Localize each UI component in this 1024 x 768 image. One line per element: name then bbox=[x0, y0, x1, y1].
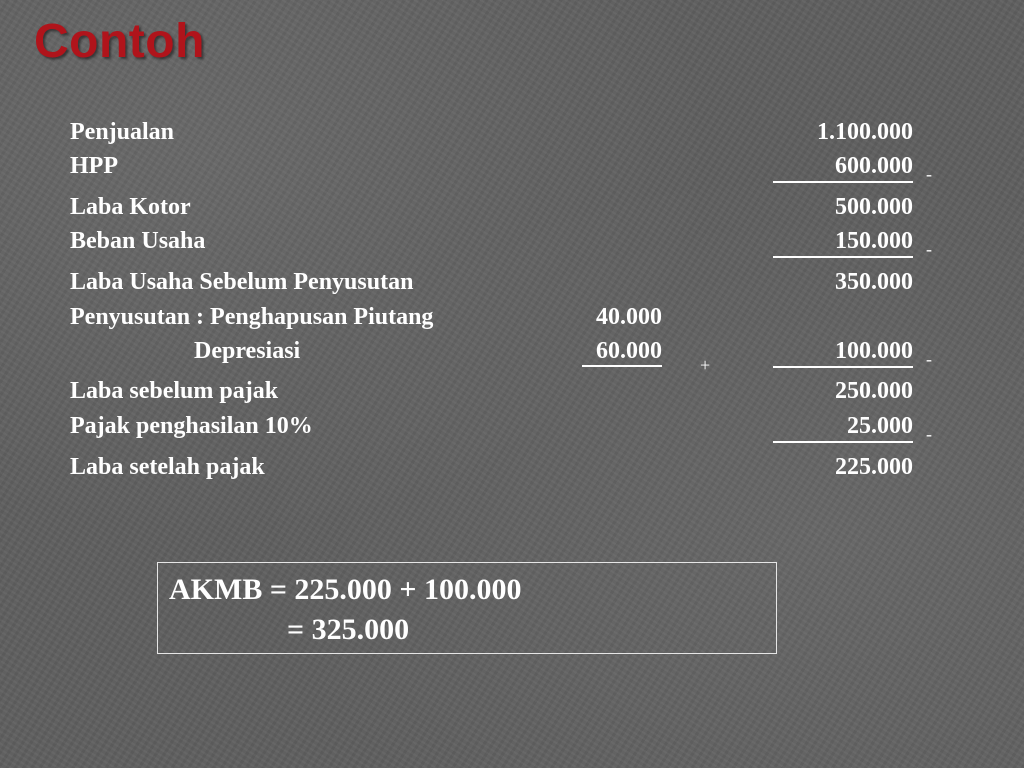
penjualan-amount: 1.100.000 bbox=[817, 119, 913, 145]
laba-kotor-label: Laba Kotor bbox=[70, 194, 191, 220]
akmb-box bbox=[157, 562, 777, 654]
laba-sebelum-pajak-label: Laba sebelum pajak bbox=[70, 378, 279, 404]
laba-usaha-amount: 350.000 bbox=[835, 269, 913, 295]
penghapusan-piutang-amount: 40.000 bbox=[596, 304, 662, 330]
slide-title: Contoh bbox=[34, 15, 205, 68]
beban-usaha-label: Beban Usaha bbox=[70, 228, 206, 254]
penyusutan-total-amount: 100.000 bbox=[773, 338, 913, 368]
laba-sebelum-pajak-amount: 250.000 bbox=[835, 378, 913, 404]
penyusutan-label: Penyusutan : Penghapusan Piutang bbox=[70, 304, 434, 330]
laba-setelah-pajak-label: Laba setelah pajak bbox=[70, 454, 265, 480]
pajak-minus-sign: - bbox=[926, 424, 932, 444]
akmb-formula: AKMB = 225.000 + 100.000 bbox=[169, 573, 522, 606]
depresiasi-plus-sign: + bbox=[700, 355, 711, 375]
laba-kotor-amount: 500.000 bbox=[835, 194, 913, 220]
laba-setelah-pajak-amount: 225.000 bbox=[835, 454, 913, 480]
pajak-label: Pajak penghasilan 10% bbox=[70, 413, 313, 439]
akmb-result: = 325.000 bbox=[287, 613, 410, 646]
penyusutan-minus-sign: - bbox=[926, 349, 932, 369]
hpp-amount: 600.000 bbox=[773, 153, 913, 183]
laba-usaha-label: Laba Usaha Sebelum Penyusutan bbox=[70, 269, 414, 295]
hpp-label: HPP bbox=[70, 153, 118, 179]
depresiasi-label: Depresiasi bbox=[194, 338, 301, 364]
pajak-amount: 25.000 bbox=[773, 413, 913, 443]
penjualan-label: Penjualan bbox=[70, 119, 175, 145]
beban-usaha-minus-sign: - bbox=[926, 239, 932, 259]
hpp-minus-sign: - bbox=[926, 164, 932, 184]
depresiasi-amount: 60.000 bbox=[582, 338, 662, 367]
beban-usaha-amount: 150.000 bbox=[773, 228, 913, 258]
